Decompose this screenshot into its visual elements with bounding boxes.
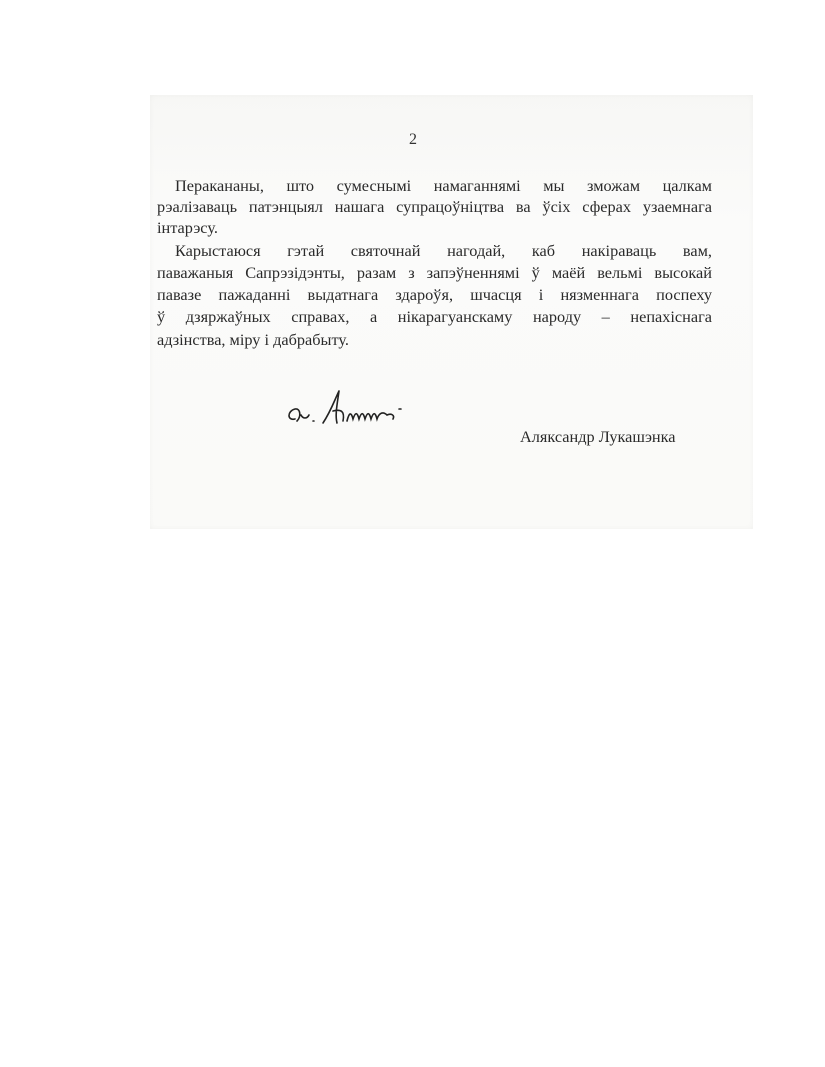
text-line: павазе пажаданні выдатнага здароўя, шчасця і нязменнага поспеху: [157, 285, 712, 304]
text-line: ў дзяржаўных справах, а нікарагуанскаму народу – непахіснага: [157, 307, 712, 326]
text-line: інтарэсу.: [157, 218, 218, 237]
text-line: рэалізаваць патэнцыял нашага супрацоўніцтва ва ўсіх сферах узаемнага: [157, 197, 712, 216]
text-line: Перакананы, што сумеснымі намаганнямі мы зможам цалкам: [175, 176, 712, 195]
signatory-name: Аляксандр Лукашэнка: [520, 427, 676, 446]
text-line: Карыстаюся гэтай святочнай нагодай, каб накіраваць вам,: [175, 241, 712, 260]
text-line: паважаныя Сапрэзідэнты, разам з запэўненнямі ў маёй вельмі высокай: [157, 263, 712, 282]
text-line: адзінства, міру і дабрабыту.: [157, 330, 349, 349]
handwritten-signature: [283, 385, 483, 435]
page-number: 2: [409, 131, 417, 148]
